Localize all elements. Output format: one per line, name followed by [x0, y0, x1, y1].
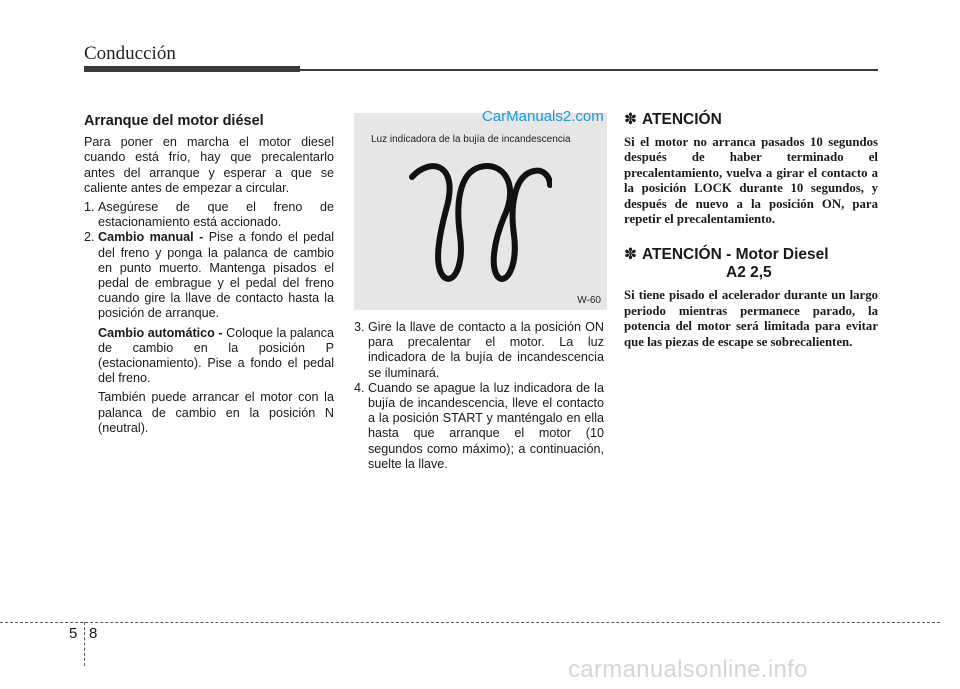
steps-list-continued: [354, 320, 604, 472]
header-rule-thick: [84, 66, 300, 72]
attention-body-diesel: Si tiene pisado el acelerador durante un largo periodo mientras permanece parado, la potencia del motor será limitada para evitar que las piezas de escape se sobrecalienten.: [624, 288, 878, 349]
footer-rule: [0, 622, 940, 623]
figure-code: W-60: [577, 295, 601, 306]
page-header-title: Conducción: [84, 43, 176, 64]
glow-plug-coil-icon: [402, 155, 552, 285]
list-item: [354, 381, 604, 472]
footer-divider: [84, 622, 85, 666]
asterisk-icon: ✽: [624, 111, 637, 128]
step-sub-text: Coloque la palanca de cambio en la posición P (estacionamiento). Pise a fondo el pedal del freno.: [98, 325, 334, 386]
step-sub-paragraph-2: También puede arrancar el motor con la palanca de cambio en la posición N (neutral).: [98, 390, 334, 435]
footer-watermark: carmanualsonline.info: [568, 656, 808, 683]
section-heading: Arranque del motor diésel: [84, 113, 264, 129]
steps-list: [84, 200, 334, 436]
step-number: 1.: [84, 200, 95, 215]
step-number: 4.: [354, 380, 365, 395]
column-right: [624, 110, 878, 368]
list-item: [84, 200, 334, 230]
attention-heading: [624, 110, 878, 129]
asterisk-icon: ✽: [624, 246, 637, 264]
attention-heading-text: ATENCIÓN: [642, 111, 722, 128]
step-number: 2.: [84, 230, 95, 245]
step-text: Pise a fondo el pedal del freno y ponga la palanca de cambio en punto muerto. Mantenga pisados el pedal de embrague y el pedal del freno cuando gire la llave de contacto hasta la posición de arranque.: [98, 230, 334, 321]
step-text: Gire la llave de contacto a la posición ON para precalentar el motor. La luz indicadora de la bujía de incandescencia se iluminará.: [368, 320, 604, 380]
attention-body: Si el motor no arranca pasados 10 segundos después de haber terminado el precalentamiento, vuelva a girar el contacto a la posición LOCK durante 10 segundos, y después de nuevo a la posición ON, para repetir el precalentamiento.: [624, 135, 878, 227]
glow-plug-figure: [354, 113, 607, 310]
step-text: Asegúrese de que el freno de estacionamiento está accionado.: [98, 200, 334, 230]
intro-paragraph: Para poner en marcha el motor diesel cuando está frío, hay que precalentarlo antes del arranque y esperar a que se caliente antes de empezar a circular.: [84, 135, 334, 195]
attention-heading-text: ATENCIÓN - Motor Diesel: [642, 246, 829, 264]
watermark-link[interactable]: CarManuals2.com: [482, 108, 604, 125]
column-left: [84, 114, 334, 436]
step-sub-bold-label: Cambio automático -: [98, 325, 223, 340]
column-middle: [354, 316, 604, 472]
list-item: [354, 320, 604, 381]
step-number: 3.: [354, 320, 365, 334]
page-number-chapter: 5: [69, 625, 78, 642]
attention-heading-diesel: [624, 245, 878, 282]
step-sub-paragraph: [98, 326, 334, 387]
attention-heading-subtitle: A2 2,5: [726, 264, 772, 282]
list-item: [84, 230, 334, 436]
step-bold-label: Cambio manual -: [98, 230, 204, 245]
step-text: Cuando se apague la luz indicadora de la bujía de incandescencia, lleve el contacto a la posición START y manténgalo en ella hasta que arranque el motor (10 segundos como máximo); a continuación, suelte la llave.: [368, 380, 604, 471]
page-number-page: 8: [89, 625, 98, 642]
header-rule-thin: [300, 69, 878, 71]
figure-caption: Luz indicadora de la bujía de incandescencia: [371, 134, 571, 145]
